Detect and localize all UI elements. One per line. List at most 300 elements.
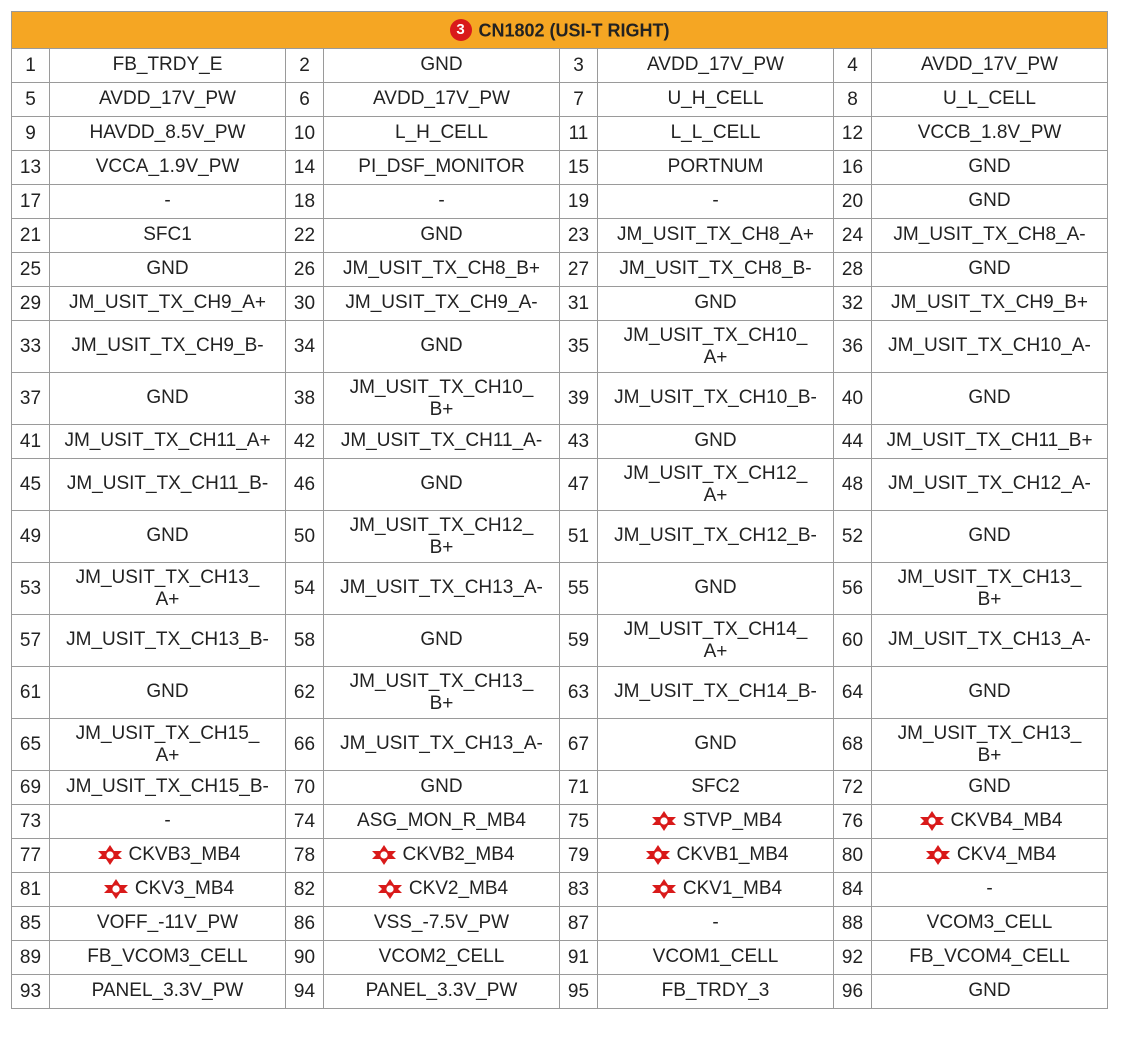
pin-signal-label: JM_USIT_TX_CH9_A+ xyxy=(69,292,266,314)
table-row xyxy=(12,839,1108,873)
pin-number: 8 xyxy=(834,83,872,117)
pin-signal xyxy=(872,615,1108,667)
pin-signal-label: GND xyxy=(420,335,463,357)
pin-signal xyxy=(598,873,834,907)
star-marker-icon xyxy=(95,844,125,866)
pin-number: 36 xyxy=(834,321,872,373)
pin-signal-label: PORTNUM xyxy=(667,156,764,178)
pin-number: 52 xyxy=(834,511,872,563)
pin-signal xyxy=(872,839,1108,873)
pin-number: 18 xyxy=(286,185,324,219)
pin-signal xyxy=(50,49,286,83)
star-marker-icon xyxy=(649,810,679,832)
pin-number: 66 xyxy=(286,719,324,771)
pin-signal xyxy=(598,49,834,83)
table-row xyxy=(12,511,1108,563)
pin-signal-label: JM_USIT_TX_CH8_B+ xyxy=(343,258,540,280)
pin-signal-label: CKV4_MB4 xyxy=(956,844,1057,866)
pin-number: 82 xyxy=(286,873,324,907)
pin-signal xyxy=(50,219,286,253)
pin-number: 24 xyxy=(834,219,872,253)
table-row xyxy=(12,425,1108,459)
pin-number: 27 xyxy=(560,253,598,287)
pin-number: 30 xyxy=(286,287,324,321)
pin-number: 76 xyxy=(834,805,872,839)
pin-signal-label: FB_TRDY_3 xyxy=(661,980,770,1002)
pin-signal xyxy=(598,253,834,287)
pin-signal-label: JM_USIT_TX_CH10_A- xyxy=(888,335,1091,357)
pin-number: 93 xyxy=(12,975,50,1009)
pin-signal xyxy=(872,373,1108,425)
pin-signal-label: VCCB_1.8V_PW xyxy=(917,122,1062,144)
pin-number: 87 xyxy=(560,907,598,941)
pin-signal-label: GND xyxy=(420,473,463,495)
pin-number: 46 xyxy=(286,459,324,511)
pin-number: 25 xyxy=(12,253,50,287)
pin-number: 23 xyxy=(560,219,598,253)
pin-number: 43 xyxy=(560,425,598,459)
pin-number: 44 xyxy=(834,425,872,459)
table-row xyxy=(12,873,1108,907)
pin-signal xyxy=(872,667,1108,719)
pin-signal-label: FB_VCOM3_CELL xyxy=(87,946,248,968)
pin-number: 26 xyxy=(286,253,324,287)
pin-number: 20 xyxy=(834,185,872,219)
pin-signal-label: FB_VCOM4_CELL xyxy=(909,946,1070,968)
pin-signal xyxy=(324,49,560,83)
pin-signal-label: GND xyxy=(420,629,463,651)
pin-number: 64 xyxy=(834,667,872,719)
pin-signal-label: CKV1_MB4 xyxy=(682,878,783,900)
pin-number: 77 xyxy=(12,839,50,873)
pin-signal xyxy=(50,425,286,459)
pin-signal-label: JM_USIT_TX_CH8_A- xyxy=(893,224,1086,246)
pin-signal xyxy=(50,83,286,117)
pin-signal-label: GND xyxy=(420,54,463,76)
pin-signal-label: CKVB4_MB4 xyxy=(950,810,1063,832)
pin-number: 78 xyxy=(286,839,324,873)
pin-signal xyxy=(598,425,834,459)
pin-signal xyxy=(50,185,286,219)
pin-signal xyxy=(50,873,286,907)
star-marker-icon xyxy=(369,844,399,866)
pin-signal xyxy=(324,667,560,719)
pin-number: 75 xyxy=(560,805,598,839)
section-number-badge: 3 xyxy=(450,19,472,41)
table-row xyxy=(12,253,1108,287)
pin-signal xyxy=(598,667,834,719)
pin-signal-label: JM_USIT_TX_CH10_B- xyxy=(614,387,817,409)
pin-number: 17 xyxy=(12,185,50,219)
pin-signal-label: GND xyxy=(968,387,1011,409)
table-row xyxy=(12,941,1108,975)
pin-signal-label: CKV3_MB4 xyxy=(134,878,235,900)
pin-signal-label: JM_USIT_TX_CH13_ B+ xyxy=(897,566,1082,610)
table-row xyxy=(12,459,1108,511)
pin-signal-label: JM_USIT_TX_CH9_B- xyxy=(71,335,264,357)
pin-signal xyxy=(598,511,834,563)
pin-signal xyxy=(598,185,834,219)
pin-number: 85 xyxy=(12,907,50,941)
table-row xyxy=(12,117,1108,151)
pin-number: 34 xyxy=(286,321,324,373)
pin-signal xyxy=(598,805,834,839)
pin-signal xyxy=(872,975,1108,1009)
pin-number: 59 xyxy=(560,615,598,667)
pin-signal-label: HAVDD_8.5V_PW xyxy=(89,122,246,144)
pin-table-container xyxy=(11,11,1107,1009)
table-row xyxy=(12,151,1108,185)
pin-number: 31 xyxy=(560,287,598,321)
pin-signal xyxy=(50,151,286,185)
pin-signal-label: VCOM3_CELL xyxy=(926,912,1053,934)
table-row xyxy=(12,563,1108,615)
pin-signal xyxy=(324,719,560,771)
pin-number: 63 xyxy=(560,667,598,719)
pin-signal-label: - xyxy=(986,878,993,900)
pin-signal xyxy=(50,907,286,941)
pin-signal-label: AVDD_17V_PW xyxy=(99,88,236,110)
pin-number: 21 xyxy=(12,219,50,253)
pin-signal xyxy=(872,287,1108,321)
pin-signal xyxy=(324,941,560,975)
pin-signal-label: L_L_CELL xyxy=(670,122,761,144)
pin-signal xyxy=(598,117,834,151)
table-row xyxy=(12,83,1108,117)
pin-signal xyxy=(324,563,560,615)
pin-signal-label: JM_USIT_TX_CH12_ B+ xyxy=(349,514,534,558)
pin-signal-label: GND xyxy=(420,224,463,246)
pin-signal xyxy=(598,321,834,373)
pin-signal-label: CKVB1_MB4 xyxy=(676,844,789,866)
pin-signal-label: PANEL_3.3V_PW xyxy=(91,980,244,1002)
pin-number: 37 xyxy=(12,373,50,425)
pin-table-body xyxy=(12,12,1108,1009)
pin-signal xyxy=(50,563,286,615)
pin-signal-label: JM_USIT_TX_CH13_A- xyxy=(340,577,543,599)
pin-number: 58 xyxy=(286,615,324,667)
pin-number: 4 xyxy=(834,49,872,83)
pin-number: 13 xyxy=(12,151,50,185)
pin-number: 32 xyxy=(834,287,872,321)
table-row xyxy=(12,373,1108,425)
pin-signal-label: JM_USIT_TX_CH13_ A+ xyxy=(75,566,260,610)
star-marker-icon xyxy=(101,878,131,900)
connector-title: CN1802 (USI-T RIGHT) xyxy=(478,20,670,41)
pin-number: 65 xyxy=(12,719,50,771)
pin-number: 49 xyxy=(12,511,50,563)
pin-number: 54 xyxy=(286,563,324,615)
table-row xyxy=(12,805,1108,839)
pin-number: 86 xyxy=(286,907,324,941)
pin-signal-label: STVP_MB4 xyxy=(682,810,783,832)
pin-number: 45 xyxy=(12,459,50,511)
pin-signal-label: GND xyxy=(146,258,189,280)
pin-signal-label: VSS_-7.5V_PW xyxy=(373,912,510,934)
pin-number: 95 xyxy=(560,975,598,1009)
pin-signal-label: GND xyxy=(694,733,737,755)
pin-signal xyxy=(50,117,286,151)
pin-number: 3 xyxy=(560,49,598,83)
pin-number: 7 xyxy=(560,83,598,117)
pin-number: 62 xyxy=(286,667,324,719)
table-row xyxy=(12,321,1108,373)
table-row xyxy=(12,719,1108,771)
pin-signal xyxy=(324,253,560,287)
pin-number: 48 xyxy=(834,459,872,511)
pin-signal xyxy=(598,373,834,425)
pin-signal xyxy=(324,219,560,253)
pin-signal xyxy=(50,771,286,805)
pin-signal-label: GND xyxy=(146,681,189,703)
pin-signal-label: JM_USIT_TX_CH13_ B+ xyxy=(897,722,1082,766)
pin-number: 6 xyxy=(286,83,324,117)
pin-signal xyxy=(872,511,1108,563)
pin-number: 53 xyxy=(12,563,50,615)
pin-signal-label: JM_USIT_TX_CH12_A- xyxy=(888,473,1091,495)
pin-signal-label: VCCA_1.9V_PW xyxy=(95,156,240,178)
pin-signal xyxy=(598,151,834,185)
table-row xyxy=(12,287,1108,321)
pin-signal-label: - xyxy=(712,190,719,212)
table-row xyxy=(12,615,1108,667)
pin-table xyxy=(11,11,1108,1009)
pin-signal xyxy=(598,615,834,667)
pin-signal xyxy=(324,287,560,321)
pin-signal xyxy=(872,117,1108,151)
pin-signal xyxy=(50,287,286,321)
pin-signal-label: L_H_CELL xyxy=(395,122,488,144)
pin-signal-label: SFC1 xyxy=(143,224,192,246)
pin-signal xyxy=(324,805,560,839)
pin-number: 14 xyxy=(286,151,324,185)
pin-number: 96 xyxy=(834,975,872,1009)
pin-signal xyxy=(598,287,834,321)
pin-signal-label: U_H_CELL xyxy=(667,88,764,110)
pin-number: 69 xyxy=(12,771,50,805)
pin-signal-label: JM_USIT_TX_CH12_B- xyxy=(614,525,817,547)
table-row xyxy=(12,49,1108,83)
table-row xyxy=(12,907,1108,941)
table-row xyxy=(12,667,1108,719)
pin-signal-label: JM_USIT_TX_CH13_ B+ xyxy=(349,670,534,714)
pin-signal xyxy=(324,425,560,459)
pin-signal xyxy=(872,873,1108,907)
pin-number: 61 xyxy=(12,667,50,719)
pin-signal-label: JM_USIT_TX_CH15_B- xyxy=(66,776,269,798)
pin-number: 57 xyxy=(12,615,50,667)
pin-number: 84 xyxy=(834,873,872,907)
pin-signal xyxy=(324,459,560,511)
pin-signal-label: GND xyxy=(694,577,737,599)
pin-signal xyxy=(50,805,286,839)
pin-signal-label: JM_USIT_TX_CH11_B+ xyxy=(886,430,1093,452)
pin-number: 94 xyxy=(286,975,324,1009)
pin-signal-label: PI_DSF_MONITOR xyxy=(358,156,525,178)
pin-signal xyxy=(872,83,1108,117)
pin-number: 70 xyxy=(286,771,324,805)
pin-number: 5 xyxy=(12,83,50,117)
pin-signal xyxy=(598,459,834,511)
pin-signal-label: GND xyxy=(968,525,1011,547)
pin-number: 91 xyxy=(560,941,598,975)
pin-signal xyxy=(324,907,560,941)
pin-signal-label: GND xyxy=(968,776,1011,798)
pin-signal xyxy=(324,839,560,873)
pin-signal-label: JM_USIT_TX_CH8_A+ xyxy=(617,224,814,246)
star-marker-icon xyxy=(643,844,673,866)
pin-number: 50 xyxy=(286,511,324,563)
star-marker-icon xyxy=(917,810,947,832)
pin-signal-label: JM_USIT_TX_CH13_B- xyxy=(66,629,269,651)
pin-signal xyxy=(872,151,1108,185)
pin-signal xyxy=(324,185,560,219)
pin-number: 19 xyxy=(560,185,598,219)
pin-signal-label: - xyxy=(438,190,445,212)
pin-number: 2 xyxy=(286,49,324,83)
pin-number: 74 xyxy=(286,805,324,839)
pin-signal-label: JM_USIT_TX_CH13_A- xyxy=(340,733,543,755)
star-marker-icon xyxy=(375,878,405,900)
pin-number: 9 xyxy=(12,117,50,151)
pin-signal-label: GND xyxy=(968,681,1011,703)
pin-signal-label: JM_USIT_TX_CH14_B- xyxy=(614,681,817,703)
pin-signal xyxy=(324,321,560,373)
pin-number: 33 xyxy=(12,321,50,373)
pin-signal-label: JM_USIT_TX_CH12_ A+ xyxy=(623,462,808,506)
pin-signal-label: JM_USIT_TX_CH11_A+ xyxy=(64,430,271,452)
pin-signal-label: JM_USIT_TX_CH15_ A+ xyxy=(75,722,260,766)
pin-signal-label: AVDD_17V_PW xyxy=(921,54,1058,76)
pin-signal xyxy=(50,719,286,771)
pin-signal-label: JM_USIT_TX_CH9_B+ xyxy=(891,292,1088,314)
pin-signal-label: PANEL_3.3V_PW xyxy=(365,980,518,1002)
pin-number: 72 xyxy=(834,771,872,805)
pin-signal-label: - xyxy=(164,190,171,212)
pin-signal xyxy=(598,975,834,1009)
table-title-cell xyxy=(12,12,1108,49)
pin-number: 56 xyxy=(834,563,872,615)
pin-signal xyxy=(598,839,834,873)
pin-signal-label: - xyxy=(712,912,719,934)
table-row xyxy=(12,975,1108,1009)
pin-signal xyxy=(50,839,286,873)
pin-signal-label: GND xyxy=(694,430,737,452)
pin-signal xyxy=(324,117,560,151)
pin-signal xyxy=(598,907,834,941)
pin-signal-label: GND xyxy=(968,190,1011,212)
pin-signal-label: VCOM1_CELL xyxy=(652,946,779,968)
pin-number: 83 xyxy=(560,873,598,907)
pin-signal-label: CKVB2_MB4 xyxy=(402,844,515,866)
pin-number: 39 xyxy=(560,373,598,425)
pin-number: 10 xyxy=(286,117,324,151)
table-row xyxy=(12,771,1108,805)
pin-number: 41 xyxy=(12,425,50,459)
pin-signal xyxy=(324,771,560,805)
pin-signal xyxy=(598,719,834,771)
pin-signal xyxy=(50,373,286,425)
pin-signal xyxy=(324,615,560,667)
pin-number: 88 xyxy=(834,907,872,941)
pin-signal xyxy=(324,873,560,907)
pin-signal xyxy=(50,253,286,287)
pin-signal xyxy=(872,771,1108,805)
pin-signal-label: VOFF_-11V_PW xyxy=(96,912,239,934)
pin-signal xyxy=(872,563,1108,615)
pin-number: 79 xyxy=(560,839,598,873)
pin-signal-label: JM_USIT_TX_CH14_ A+ xyxy=(623,618,808,662)
pin-number: 73 xyxy=(12,805,50,839)
pin-signal-label: JM_USIT_TX_CH10_ A+ xyxy=(623,324,808,368)
pin-signal xyxy=(324,511,560,563)
pin-signal-label: GND xyxy=(968,980,1011,1002)
pin-signal xyxy=(872,805,1108,839)
pin-signal xyxy=(598,83,834,117)
pin-number: 81 xyxy=(12,873,50,907)
pin-signal xyxy=(598,219,834,253)
pin-signal-label: GND xyxy=(146,525,189,547)
pin-number: 80 xyxy=(834,839,872,873)
pin-number: 89 xyxy=(12,941,50,975)
pin-signal-label: FB_TRDY_E xyxy=(112,54,223,76)
pin-number: 47 xyxy=(560,459,598,511)
table-row xyxy=(12,185,1108,219)
pin-number: 1 xyxy=(12,49,50,83)
pin-signal xyxy=(50,511,286,563)
pin-signal xyxy=(50,615,286,667)
pin-number: 92 xyxy=(834,941,872,975)
pin-signal xyxy=(50,667,286,719)
pin-signal-label: ASG_MON_R_MB4 xyxy=(357,810,526,832)
pin-number: 15 xyxy=(560,151,598,185)
pin-signal xyxy=(872,941,1108,975)
pin-signal-label: GND xyxy=(968,156,1011,178)
pin-signal xyxy=(50,321,286,373)
star-marker-icon xyxy=(649,878,679,900)
pin-signal-label: CKV2_MB4 xyxy=(408,878,509,900)
pin-signal-label: JM_USIT_TX_CH13_A- xyxy=(888,629,1091,651)
pin-signal xyxy=(872,719,1108,771)
pin-signal xyxy=(598,563,834,615)
pin-number: 28 xyxy=(834,253,872,287)
pin-number: 16 xyxy=(834,151,872,185)
pin-signal-label: JM_USIT_TX_CH8_B- xyxy=(619,258,812,280)
pin-signal xyxy=(324,151,560,185)
pin-number: 29 xyxy=(12,287,50,321)
pin-signal xyxy=(50,941,286,975)
pin-number: 71 xyxy=(560,771,598,805)
pin-number: 55 xyxy=(560,563,598,615)
pin-signal-label: JM_USIT_TX_CH11_B- xyxy=(66,473,269,495)
pin-signal xyxy=(324,83,560,117)
pin-signal-label: GND xyxy=(146,387,189,409)
pin-number: 68 xyxy=(834,719,872,771)
pin-signal-label: JM_USIT_TX_CH11_A- xyxy=(340,430,543,452)
table-row xyxy=(12,219,1108,253)
pin-number: 38 xyxy=(286,373,324,425)
pin-signal xyxy=(50,975,286,1009)
pin-number: 35 xyxy=(560,321,598,373)
pin-signal xyxy=(872,49,1108,83)
pin-number: 11 xyxy=(560,117,598,151)
pin-signal xyxy=(872,185,1108,219)
pin-signal-label: GND xyxy=(420,776,463,798)
pin-number: 60 xyxy=(834,615,872,667)
pin-signal xyxy=(598,941,834,975)
table-title-row xyxy=(12,12,1108,49)
pin-number: 22 xyxy=(286,219,324,253)
